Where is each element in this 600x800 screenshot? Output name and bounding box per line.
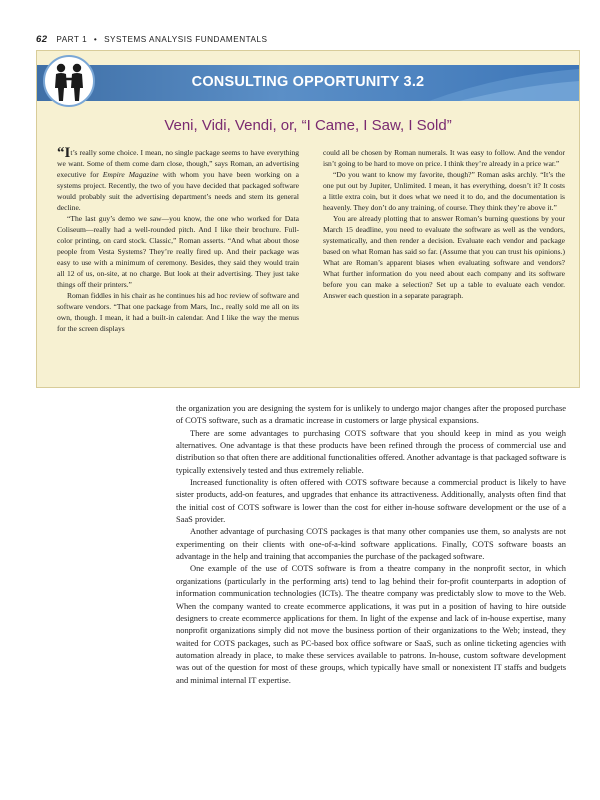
body-paragraph: the organization you are designing the system for is unlikely to undergo major changes after the proposed purchase of COTS software, such as a dramatic increase in customers or large physical expansions. xyxy=(176,403,566,426)
body-paragraph: There are some advantages to purchasing COTS software that you should keep in mind as you weigh alternatives. One advantage is that these products have been refined through the process of commercial use and distribution so that often there are additional functionalities offered. Another advantage is that packaged software is typically extensively tested and thus extremely reliable. xyxy=(176,427,566,475)
main-body-text xyxy=(176,402,566,686)
bullet-separator: • xyxy=(93,35,98,44)
businessmen-handshake-icon xyxy=(43,55,95,107)
box-subtitle: Veni, Vidi, Vendi, or, “I Came, I Saw, I Sold” xyxy=(164,117,452,134)
body-paragraph: Increased functionality is often offered with COTS software because a commercial product is likely to have sister products, add-on features, and upgrades that enhance its attractiveness. Additionally, analysts often find that the initial cost of COTS software is lower than the cost for either in-house software development or the use of a SaaS provider. xyxy=(176,477,566,525)
section-label: SYSTEMS ANALYSIS FUNDAMENTALS xyxy=(104,35,268,44)
consulting-opportunity-box xyxy=(36,50,580,388)
running-head xyxy=(36,34,268,45)
body-paragraph: Another advantage of purchasing COTS packages is that many other companies use them, so analysts are not experimenting on their clients with one-of-a-kind software applications. Finally, COTS software boasts an advantage in the help and training that accompanies the purchase of the packaged software. xyxy=(176,526,566,562)
box-paragraph: You are already plotting that to answer Roman’s burning questions by your March 15 deadline, you need to evaluate the software as well as the vendors, systematically, and then render a decision. Evaluate each vendor and package based on what Roman has said so far. (Assume that you can trust his opinions.) What are Roman’s apparent biases when evaluating software and vendors? What further information do you need about each company and its software before you can make a selection? Set up a table to evaluate each vendor. Answer each question in a separate paragraph. xyxy=(323,214,565,301)
box-banner xyxy=(37,65,579,101)
part-label: PART 1 xyxy=(56,35,88,44)
box-paragraph: could all be chosen by Roman numerals. It was easy to follow. And the vendor isn’t going to be hard to move on price. I think they’re already in a price war.” xyxy=(323,148,565,169)
body-paragraph: One example of the use of COTS software is from a theatre company in the nonprofit sector, in which organizations (particularly in the performing arts) tend to lag behind their for-profit counterparts in adoption of information communication technologies (ICTs). The theatre company was predictably slow to move to the Web. When the company wanted to create ecommerce applications, it was put in a position of having to hire outside designers to create ecommerce applications for them. In light of the expense and lack of in-house expertise, many nonprofit organizations simply did not move the business portion of their organizations to the Web; instead, they waited for COTS packages, such as PC-based box office software or SaaS, such as online ticketing agencies with automation already in place, to make these services available to patrons. In-house, custom software development was out of the question for most of these groups, which typically have small or nonexistent IT staffs and budgets and minimal internal IT expertise. xyxy=(176,563,566,685)
box-paragraph: “Do you want to know my favorite, though?” Roman asks archly. “It’s the one put out by Jupiter, Unlimited. I mean, it has everything, doesn’t it? It costs a little extra coin, but it does what we need it to do, and the documentation is heavenly. They don’t do any training, of course. They think they’re above it.” xyxy=(323,170,565,213)
box-right-column xyxy=(323,147,565,301)
box-title: CONSULTING OPPORTUNITY 3.2 xyxy=(191,74,425,90)
box-paragraph: “The last guy’s demo we saw—you know, the one who worked for Data Coliseum—really had a well-rounded pitch. And I like their brochure. Full-color printing, on card stock. Classic,” Roman asserts. “And what about those people from Vesta Systems? They’re really fired up. And their package was easy to use with a minimum of ceremony. Besides, they said they would train all 12 of us, on-site, at no charge. But look at their advertising. They just take things off their printers.” xyxy=(57,214,299,290)
page-number: 62 xyxy=(36,34,48,45)
box-paragraph: Roman fiddles in his chair as he continues his ad hoc review of software and software vendors. “That one package from Mars, Inc., really sold me all on its own, though. I mean, it had a built-in calendar. And I like the way the menus for the screen displays xyxy=(57,291,299,334)
box-paragraph: “It’s really some choice. I mean, no single package seems to have everything we want. Some of them come darn close, though,” says Roman, an advertising executive for Empire Magazine with whom you have been working on a systems project. Recently, the two of you have decided that packaged software would probably suit the advertising department’s needs and stem its general decline. xyxy=(57,145,299,213)
box-left-column xyxy=(57,147,299,334)
drop-cap: “I xyxy=(57,145,71,161)
